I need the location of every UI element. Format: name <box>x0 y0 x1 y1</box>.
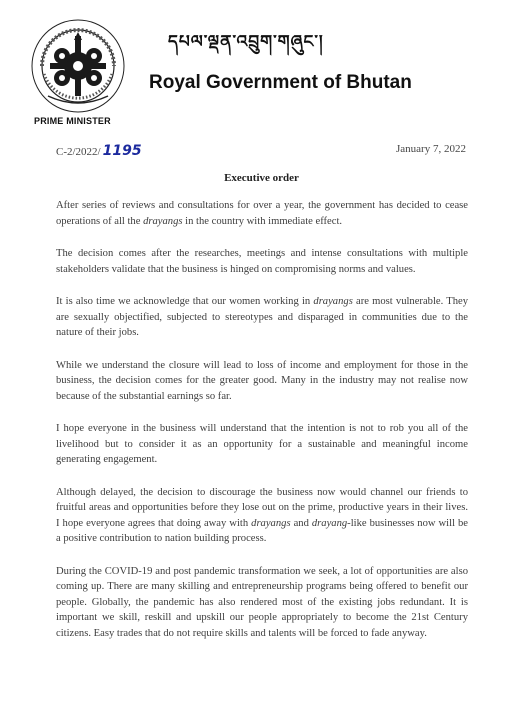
body-paragraph: While we understand the closure will lead to loss of income and employment for those in the business, the decision comes for the greater good. Many in the industry may not realise now because of the substantial earnings so far. <box>56 359 468 402</box>
document-date: January 7, 2022 <box>396 143 466 155</box>
office-label: PRIME MINISTER <box>34 116 111 126</box>
emphasized-term: drayangs <box>313 296 353 307</box>
reference-handwritten-number: 1195 <box>102 143 142 159</box>
emphasized-term: drayang <box>311 517 348 529</box>
body-paragraph: It is also time we acknowledge that our women working in drayangs are most vulnerable. They are sexually objectified, subjected to stereotypes and disparaged in communities due to the nature of their jobs. <box>56 296 469 338</box>
body-paragraph: During the COVID-19 and post pandemic transformation we seek, a lot of opportunities are also coming up. There are many skilling and entrepreneurship programs being offered to benefit our people. Globally, the pandemic has also rendered most of the existing jobs redundant. It is important we skill, reskill and upskill our people appropriately to become the 21st Century citizens. Easy trades that do not require skills and talents will be forced to fade anyway. <box>56 565 468 639</box>
body-paragraph: After series of reviews and consultations for over a year, the government has decided to cease operations of all the drayangs in the country with immediate effect. <box>56 200 468 227</box>
body-paragraph: The decision comes after the researches, meetings and intense consultations with multiple stakeholders validate that the business is hinged on compromising norms and values. <box>56 248 468 275</box>
bhutan-emblem-icon <box>30 18 126 114</box>
reference-number <box>56 143 142 159</box>
government-title: Royal Government of Bhutan <box>149 72 412 93</box>
document-title: Executive order <box>224 172 299 184</box>
emphasized-term: drayangs <box>143 215 183 227</box>
emphasized-term: drayangs <box>251 517 291 529</box>
document-body <box>56 198 468 658</box>
reference-prefix: C-2/2022/ <box>56 146 101 158</box>
dzongkha-title: དཔལ་ལྡན་འབྲུག་གཞུང་། <box>168 32 324 52</box>
body-paragraph: I hope everyone in the business will understand that the intention is not to rob you all of the livelihood but to consider it as an opportunity for a sustainable and meaningful income generating engagement. <box>56 423 468 465</box>
body-paragraph: Although delayed, the decision to discourage the business now would channel our friends to fruitful areas and opportunities before they lose out on the prime, productive years in their lives. I hope everyone agrees that doing away with drayangs and drayang-like businesses now will be a positive contribution to nation building process. <box>56 486 469 544</box>
